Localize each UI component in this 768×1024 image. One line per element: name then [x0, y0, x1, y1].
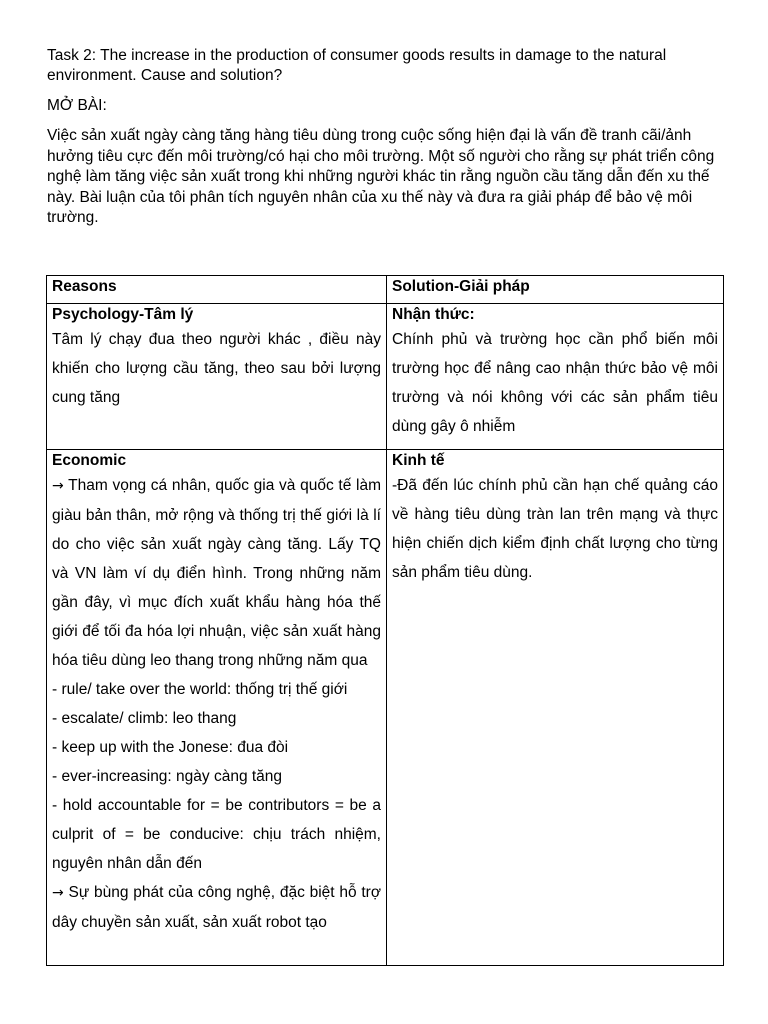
- economic-title: Economic: [52, 452, 127, 469]
- table-header-row: [47, 276, 724, 304]
- technology-reason-paragraph: [52, 878, 381, 937]
- vocab-item: - hold accountable for = be contributors = be a culprit of = be conducive: chịu trách nhiệm, nguyên nhân dẫn đến: [52, 797, 381, 872]
- economic-reason-text: Tham vọng cá nhân, quốc gia và quốc tế làm giàu bản thân, mở rộng và thống trị thế giới là lí do cho việc sản xuất ngày càng tăng. Lấy TQ và VN làm ví dụ điển hình. Trong những năm gần đây, vì mục đích xuất khẩu hàng hóa thế giới để tối đa hóa lợi nhuận, việc sản xuất hàng hóa tiêu dùng leo thang trong những năm qua: [52, 477, 381, 669]
- awareness-title: Nhận thức:: [392, 306, 475, 323]
- vocab-item: - rule/ take over the world: thống trị thế giới: [52, 681, 348, 698]
- economic-reason-paragraph: [52, 471, 381, 675]
- technology-reason-text: Sự bùng phát của công nghệ, đặc biệt hỗ trợ dây chuyền sản xuất, sản xuất robot tạo: [52, 884, 381, 931]
- economic-reason-cell: [47, 450, 387, 966]
- vocab-item: - escalate/ climb: leo thang: [52, 710, 237, 727]
- psychology-reason-text: Tâm lý chạy đua theo người khác , điều này khiến cho lượng cầu tăng, theo sau bởi lượng cung tăng: [52, 331, 381, 406]
- reasons-header: Reasons: [47, 276, 387, 304]
- vocab-item: - ever-increasing: ngày càng tăng: [52, 768, 283, 785]
- arrow-right-icon: →: [52, 885, 64, 901]
- table-row-economic: [47, 450, 724, 966]
- vocab-item: - keep up with the Jonese: đua đòi: [52, 739, 289, 756]
- intro-heading: MỞ BÀI:: [47, 97, 107, 114]
- arrow-right-icon: →: [52, 478, 64, 494]
- task-prompt: Task 2: The increase in the production of consumer goods results in damage to the natural environment. Cause and solution?: [47, 47, 667, 84]
- reasons-solutions-table: [46, 275, 724, 966]
- psychology-solution-cell: [387, 304, 724, 450]
- economy-solution-text: -Đã đến lúc chính phủ cần hạn chế quảng cáo về hàng tiêu dùng tràn lan trên mạng và thực hiện chiến dịch kiểm định chất lượng cho từng sản phẩm tiêu dùng.: [392, 477, 718, 581]
- document-page: [47, 46, 723, 229]
- intro-paragraph: Việc sản xuất ngày càng tăng hàng tiêu dùng trong cuộc sống hiện đại là vấn đề tranh cãi/ảnh hưởng tiêu cực đến môi trường/có hại cho môi trường. Một số người cho rằng sự phát triển công nghệ làm tăng việc sản xuất trong khi những người khác tin rằng nguồn cầu tăng dẫn đến xu thế này. Bài luận của tôi phân tích nguyên nhân của xu thế này và đưa ra giải pháp để bảo vệ môi trường.: [47, 127, 715, 226]
- psychology-title: Psychology-Tâm lý: [52, 306, 194, 323]
- economic-solution-cell: [387, 450, 724, 966]
- economy-title: Kinh tế: [392, 452, 445, 469]
- table-row-psychology: [47, 304, 724, 450]
- solution-header: Solution-Giải pháp: [387, 276, 724, 304]
- awareness-solution-text: Chính phủ và trường học cần phổ biến môi trường học để nâng cao nhận thức bảo vệ môi trường và nói không với các sản phẩm tiêu dùng gây ô nhiễm: [392, 331, 718, 435]
- psychology-reason-cell: [47, 304, 387, 450]
